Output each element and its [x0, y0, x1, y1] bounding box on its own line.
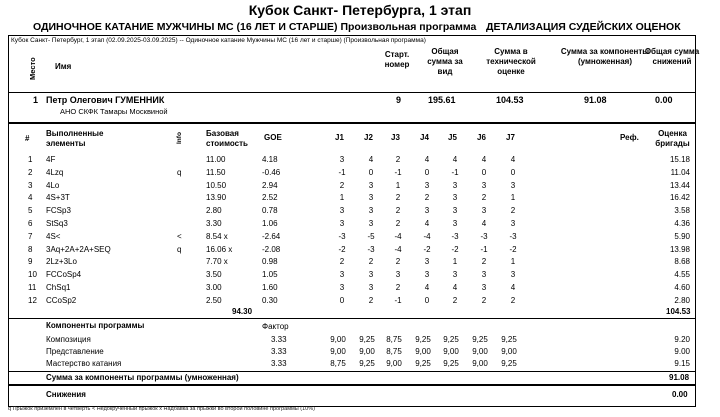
element-no: 2: [28, 167, 33, 177]
judge-header-7: J7: [506, 133, 515, 142]
judge-score-1: 2: [339, 180, 345, 190]
element-score: 2.80: [674, 295, 690, 305]
skater-name: Петр Олегович ГУМЕННИК: [46, 95, 165, 105]
judge-score-3: -4: [394, 231, 402, 241]
judge-score-6: 4: [481, 219, 487, 228]
element-goe: 0.78: [262, 206, 278, 216]
element-code: 4Lzq: [46, 167, 64, 177]
judge-score-1: 3: [339, 270, 345, 280]
element-code: 3Aq+2A+2A+SEQ: [46, 244, 111, 254]
judge-score-7: 2: [510, 295, 516, 305]
component-score: 9.00: [674, 347, 690, 356]
component-factor: 3.33: [271, 347, 287, 356]
el-header-ref: Реф.: [620, 133, 639, 142]
judge-score-6: 4: [481, 155, 487, 164]
skater-total: 195.61: [428, 95, 456, 105]
skater-pcs: 91.08: [584, 95, 607, 105]
element-info: q: [177, 244, 182, 254]
element-goe: 2.94: [262, 180, 278, 190]
element-code: StSq3: [46, 219, 68, 228]
element-code: FCCoSp4: [46, 270, 82, 280]
judge-score-3: 2: [395, 193, 401, 203]
element-goe: 1.05: [262, 270, 278, 280]
judge-score-1: 3: [339, 219, 345, 228]
judge-score-6: -1: [480, 244, 488, 254]
judge-score-5: 3: [452, 219, 458, 228]
el-header-score: Оценка бригады: [655, 129, 690, 148]
judge-score-3: 1: [395, 180, 401, 190]
judge-score-6: 0: [481, 167, 487, 177]
element-base: 13.90: [206, 193, 227, 203]
header-total: Общая сумма за вид: [427, 47, 463, 76]
component-score: 9.20: [674, 335, 690, 344]
component-judge-4: 9,25: [415, 335, 431, 344]
judge-score-4: 0: [424, 167, 430, 177]
judge-score-5: 3: [452, 270, 458, 280]
judge-header-5: J5: [448, 133, 457, 142]
el-header-goe: GOE: [264, 133, 282, 142]
judge-score-3: -1: [394, 295, 402, 305]
element-row: [8, 168, 694, 180]
judge-header-3: J3: [391, 133, 400, 142]
judge-score-5: 1: [452, 257, 458, 267]
el-header-info: Info: [176, 132, 183, 144]
judge-score-7: -3: [509, 231, 517, 241]
el-header-no: #: [25, 134, 30, 143]
judge-score-5: 2: [452, 295, 458, 305]
judge-score-2: 3: [368, 206, 374, 216]
element-score: 16.42: [669, 193, 690, 203]
judge-score-5: 3: [452, 180, 458, 190]
header-name: Имя: [55, 62, 72, 71]
component-judge-2: 9,25: [359, 335, 375, 344]
component-score: 9.15: [674, 359, 690, 368]
component-name: Мастерство катания: [46, 359, 122, 368]
judge-score-3: 3: [395, 270, 401, 280]
element-row: [8, 270, 694, 282]
judge-score-1: -2: [338, 244, 346, 254]
component-factor: 3.33: [271, 359, 287, 368]
judge-score-7: 4: [510, 283, 516, 292]
skater-place: 1: [33, 95, 39, 105]
judge-score-7: 3: [510, 219, 516, 228]
element-goe: 2.52: [262, 193, 278, 203]
element-score: 8.68: [674, 257, 690, 267]
element-row: [8, 181, 694, 193]
element-info: <: [177, 231, 182, 241]
judge-score-7: 4: [510, 155, 516, 164]
component-judge-5: 9,00: [443, 347, 459, 356]
judge-score-3: -1: [394, 167, 402, 177]
element-code: FCSp3: [46, 206, 71, 216]
element-code: 4S<: [46, 231, 61, 241]
component-judge-3: 8,75: [386, 335, 402, 344]
judge-header-2: J2: [364, 133, 373, 142]
judge-score-1: 3: [339, 155, 345, 164]
element-row: [8, 232, 694, 244]
judge-score-7: 3: [510, 270, 516, 280]
element-base: 2.50: [206, 295, 222, 305]
element-row: [8, 296, 694, 308]
element-row: [8, 193, 694, 205]
judge-score-1: 0: [339, 295, 345, 305]
element-score: 4.55: [674, 270, 690, 280]
element-code: 2Lz+3Lo: [46, 257, 77, 267]
judge-score-4: -4: [423, 231, 431, 241]
judge-score-6: 3: [481, 270, 487, 280]
divider: [8, 384, 696, 386]
element-row: [8, 219, 694, 231]
total-score: 104.53: [666, 307, 691, 316]
element-base: 3.00: [206, 283, 222, 292]
component-name: Композиция: [46, 335, 91, 344]
skater-start-no: 9: [396, 95, 402, 105]
header-start-no: Старт. номер: [384, 50, 410, 69]
element-code: ChSq1: [46, 283, 71, 292]
element-score: 13.44: [669, 180, 690, 190]
divider: [8, 318, 696, 319]
divider: [8, 92, 696, 93]
deductions-label: Снижения: [46, 390, 86, 399]
component-judge-7: 9,25: [501, 335, 517, 344]
judge-score-6: 2: [481, 257, 487, 267]
component-judge-6: 9,25: [472, 335, 488, 344]
skater-club: АНО СКФК Тамары Москвиной: [60, 107, 168, 116]
component-name: Представление: [46, 347, 104, 356]
page-title: Кубок Санкт- Петербурга, 1 этап: [248, 2, 472, 18]
pcs-sum: 91.08: [669, 373, 690, 382]
component-judge-1: 9,00: [330, 347, 346, 356]
judge-score-5: 3: [452, 193, 458, 203]
element-score: 4.36: [674, 219, 690, 228]
judge-score-1: 1: [339, 193, 345, 203]
judge-score-4: 4: [424, 219, 430, 228]
element-goe: 0.98: [262, 257, 278, 267]
footnote: q Прыжок приземлён в четверть < Недокрученный прыжок x Надбавка за прыжки во второй половине программы (10%): [8, 406, 315, 412]
judge-score-2: 3: [368, 180, 374, 190]
judge-score-2: -3: [367, 244, 375, 254]
element-base: 11.50: [206, 167, 226, 177]
component-judge-7: 9,25: [501, 359, 517, 368]
element-base: 10.50: [206, 180, 227, 190]
components-title: Компоненты программы: [46, 321, 145, 330]
element-base: 2.80: [206, 206, 222, 216]
judge-score-7: 2: [510, 206, 516, 216]
element-score: 3.58: [674, 206, 690, 216]
component-judge-6: 9,00: [472, 359, 488, 368]
judge-score-2: 4: [368, 155, 374, 164]
element-score: 13.98: [669, 244, 690, 254]
judge-score-2: -5: [367, 231, 375, 241]
judge-score-1: -3: [338, 231, 346, 241]
judge-score-1: -1: [338, 167, 346, 177]
element-code: 4S+3T: [46, 193, 70, 203]
component-judge-4: 9,25: [415, 359, 431, 368]
judge-score-3: 2: [395, 219, 401, 228]
element-base: 8.54 x: [206, 231, 228, 241]
judge-score-4: 3: [424, 270, 430, 280]
element-no: 6: [28, 219, 33, 228]
judge-header-4: J4: [420, 133, 429, 142]
element-goe: 1.06: [262, 219, 278, 228]
component-judge-5: 9,25: [443, 335, 459, 344]
element-base: 3.50: [206, 270, 222, 280]
judge-score-2: 3: [368, 193, 374, 203]
element-info: q: [177, 167, 182, 177]
element-row: [8, 283, 694, 295]
judge-score-4: 4: [424, 155, 430, 164]
judge-score-7: -2: [509, 244, 517, 254]
judge-score-7: 0: [510, 167, 516, 177]
judge-score-4: 3: [424, 180, 430, 190]
component-judge-2: 9,00: [359, 347, 375, 356]
judge-score-1: 3: [339, 206, 345, 216]
judge-score-1: 2: [339, 257, 345, 267]
judge-score-7: 3: [510, 180, 516, 190]
judge-score-4: 4: [424, 283, 430, 292]
judge-score-2: 3: [368, 219, 374, 228]
component-row: [8, 347, 694, 359]
judge-score-5: -2: [451, 244, 459, 254]
judge-score-5: 4: [452, 283, 458, 292]
element-base: 16.06 x: [206, 244, 233, 254]
component-judge-6: 9,00: [472, 347, 488, 356]
factor-label: Фактор: [262, 322, 289, 331]
component-row: [8, 335, 694, 347]
element-score: 11.04: [670, 167, 690, 177]
element-row: [8, 245, 694, 257]
judge-score-4: 3: [424, 206, 430, 216]
el-header-element: Выполненные элементы: [46, 129, 104, 148]
element-code: CCoSp2: [46, 295, 77, 305]
judge-score-6: 3: [481, 180, 487, 190]
element-goe: 4.18: [262, 155, 278, 164]
element-base: 7.70 x: [206, 257, 228, 267]
judge-score-4: 3: [424, 257, 430, 267]
element-goe: -0.46: [262, 167, 281, 177]
judge-score-7: 1: [510, 193, 516, 203]
element-code: 4F: [46, 155, 56, 164]
element-no: 9: [28, 257, 33, 267]
component-judge-1: 9,00: [330, 335, 346, 344]
component-judge-1: 8,75: [330, 359, 346, 368]
judge-score-5: -3: [451, 231, 459, 241]
info-line: Кубок Санкт- Петербург, 1 этап (02.09.2025-03.09.2025) -- Одиночное катание Мужчины МС (16 лет и старше) (Произвольная программа): [11, 37, 426, 44]
element-base: 3.30: [206, 219, 222, 228]
judge-score-6: 3: [481, 206, 487, 216]
judge-score-3: 2: [395, 283, 401, 292]
element-base: 11.00: [206, 155, 226, 164]
component-judge-7: 9,00: [501, 347, 517, 356]
judge-score-3: 2: [395, 155, 401, 164]
component-judge-3: 8,75: [386, 347, 402, 356]
element-row: [8, 206, 694, 218]
pcs-sum-label: Сумма за компоненты программы (умноженная): [46, 373, 239, 382]
deductions-value: 0.00: [672, 390, 688, 399]
element-no: 12: [28, 295, 37, 305]
element-no: 7: [28, 231, 33, 241]
header-place: Место: [28, 57, 37, 80]
element-no: 10: [28, 270, 37, 280]
element-row: [8, 155, 694, 167]
skater-tes: 104.53: [496, 95, 524, 105]
judge-score-3: 2: [395, 206, 401, 216]
judge-score-3: 2: [395, 257, 401, 267]
element-no: 5: [28, 206, 33, 216]
judge-score-2: 0: [368, 167, 374, 177]
judge-score-2: 3: [368, 270, 374, 280]
element-no: 1: [28, 155, 33, 164]
element-score: 15.18: [669, 155, 690, 164]
header-ded: Общая сумма снижений: [644, 47, 700, 66]
component-row: [8, 359, 694, 371]
judge-score-1: 3: [339, 283, 345, 292]
component-factor: 3.33: [271, 335, 287, 344]
judge-score-5: 3: [452, 206, 458, 216]
element-code: 4Lo: [46, 180, 60, 190]
judge-score-3: -4: [394, 244, 402, 254]
judge-score-2: 2: [368, 257, 374, 267]
skater-ded: 0.00: [655, 95, 673, 105]
judge-score-6: -3: [480, 231, 488, 241]
judge-score-4: 2: [424, 193, 430, 203]
judge-header-1: J1: [335, 133, 344, 142]
component-judge-2: 9,25: [359, 359, 375, 368]
judge-score-6: 3: [481, 283, 487, 292]
divider: [8, 122, 696, 124]
judge-score-4: -2: [423, 244, 431, 254]
report-type: ДЕТАЛИЗАЦИЯ СУДЕЙСКИХ ОЦЕНОК: [486, 21, 681, 33]
judge-score-2: 3: [368, 283, 374, 292]
judge-score-6: 2: [481, 295, 487, 305]
judge-score-6: 2: [481, 193, 487, 203]
header-tes: Сумма в технической оценке: [486, 47, 536, 76]
element-row: [8, 257, 694, 269]
event-subtitle: ОДИНОЧНОЕ КАТАНИЕ МУЖЧИНЫ МС (16 ЛЕТ И СТАРШЕ) Произвольная программа: [33, 21, 477, 33]
element-goe: 0.30: [262, 295, 278, 305]
judge-header-6: J6: [477, 133, 486, 142]
element-goe: -2.64: [262, 231, 281, 241]
element-score: 5.90: [674, 231, 690, 241]
component-judge-4: 9,00: [415, 347, 431, 356]
el-header-base: Базовая стоимость: [206, 129, 248, 148]
total-base: 94.30: [232, 307, 253, 316]
element-goe: 1.60: [262, 283, 278, 292]
element-no: 4: [28, 193, 33, 203]
judge-score-4: 0: [424, 295, 430, 305]
element-no: 8: [28, 244, 33, 254]
divider: [8, 371, 696, 372]
element-no: 3: [28, 180, 33, 190]
header-pcs: Сумма за компоненты (умноженная): [560, 47, 650, 66]
judge-score-7: 1: [510, 257, 516, 267]
judge-score-2: 2: [368, 295, 374, 305]
component-judge-3: 9,00: [386, 359, 402, 368]
judge-score-5: 4: [452, 155, 458, 164]
component-judge-5: 9,25: [443, 359, 459, 368]
element-no: 11: [28, 283, 37, 292]
element-score: 4.60: [674, 283, 690, 292]
judge-score-5: -1: [451, 167, 459, 177]
element-goe: -2.08: [262, 244, 281, 254]
